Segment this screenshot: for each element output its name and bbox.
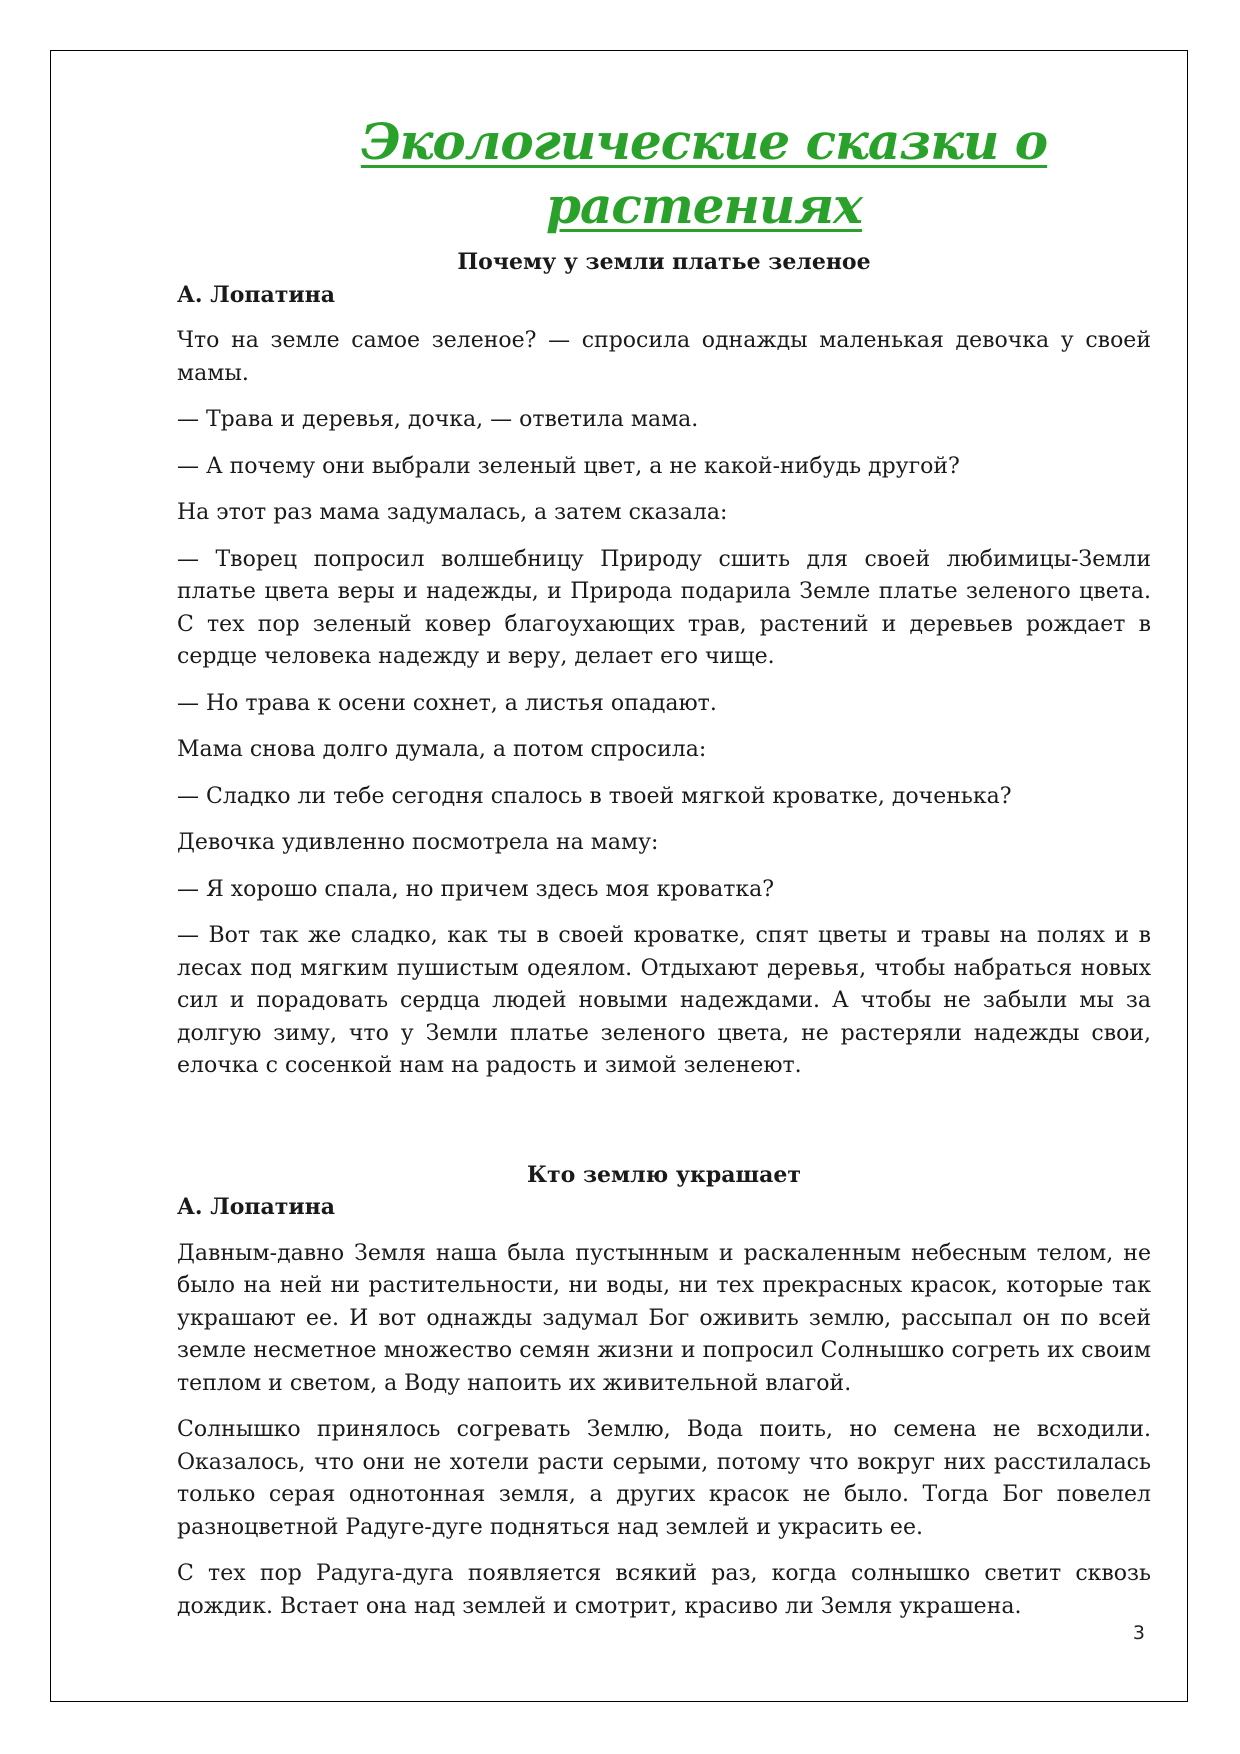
page-number: 3 xyxy=(1132,1622,1145,1644)
paragraph: — Я хорошо спала, но причем здесь моя кроватка? xyxy=(177,876,775,902)
paragraph: — Вот так же сладко, как ты в своей кроватке, спят цветы и травы на полях и в лесах под мягким пушистым одеялом. Отдыхают деревья, чтобы набраться новых сил и порадовать сердца людей новыми надеждами. А чтобы не забыли мы за долгую зиму, что у Земли платье зеленого цвета, не растеряли надежды свои, елочка с сосенкой нам на радость и зимой зеленеют. xyxy=(177,923,1151,1078)
paragraph: — Творец попросил волшебницу Природу сшить для своей любимицы-Земли платье цвета веры и надежды, и Природа подарила Земле платье зеленого цвета. С тех пор зеленый ковер благоухающих трав, растений и деревьев рождает в сердце человека надежду и веру, делает его чище. xyxy=(177,546,1151,669)
story-1 xyxy=(177,246,1151,1083)
paragraph: Что на земле самое зеленое? — спросила однажды маленькая девочка у своей мамы. xyxy=(177,328,1151,386)
story-title: Кто землю украшает xyxy=(527,1161,801,1188)
paragraph: Давным-давно Земля наша была пустынным и раскаленным небесным телом, не было на ней ни растительности, ни воды, ни тех прекрасных красок, которые так украшают ее. И вот однажды задумал Бог оживить землю, рассыпал он по всей земле несметное множество семян жизни и попросил Солнышко согреть их своим теплом и светом, а Воду напоить их живительной влагой. xyxy=(177,1240,1151,1396)
paragraph: — Трава и деревья, дочка, — ответила мама. xyxy=(177,407,699,432)
paragraph: Девочка удивленно посмотрела на маму: xyxy=(177,830,659,855)
section-spacer xyxy=(177,1097,1151,1159)
story-title: Почему у земли платье зеленое xyxy=(457,249,871,275)
story-author: А. Лопатина xyxy=(177,1194,336,1220)
paragraph: — Сладко ли тебе сегодня спалось в твоей мягкой кроватке, доченька? xyxy=(177,783,1012,809)
document-title: Экологические сказки о растениях xyxy=(360,112,1048,235)
story-2 xyxy=(177,1159,1151,1624)
story-author: А. Лопатина xyxy=(177,281,336,308)
paragraph: — Но трава к осени сохнет, а листья опадают. xyxy=(177,690,717,716)
paragraph: Солнышко принялось согревать Землю, Вода поить, но семена не всходили. Оказалось, что они не хотели расти серыми, потому что вокруг них расстилалась только серая однотонная земля, а других красок не было. Тогда Бог повелел разноцветной Радуге-дуге подняться над землей и украсить ее. xyxy=(177,1417,1151,1540)
document-body xyxy=(177,110,1151,1637)
paragraph: Мама снова долго думала, а потом спросила: xyxy=(177,737,707,762)
paragraph: С тех пор Радуга-дуга появляется всякий раз, когда солнышко светит сквозь дождик. Встает она над землей и смотрит, красиво ли Земля украшена. xyxy=(177,1561,1151,1619)
paragraph: — А почему они выбрали зеленый цвет, а не какой-нибудь другой? xyxy=(177,453,960,479)
paragraph: На этот раз мама задумалась, а затем сказала: xyxy=(177,500,728,525)
